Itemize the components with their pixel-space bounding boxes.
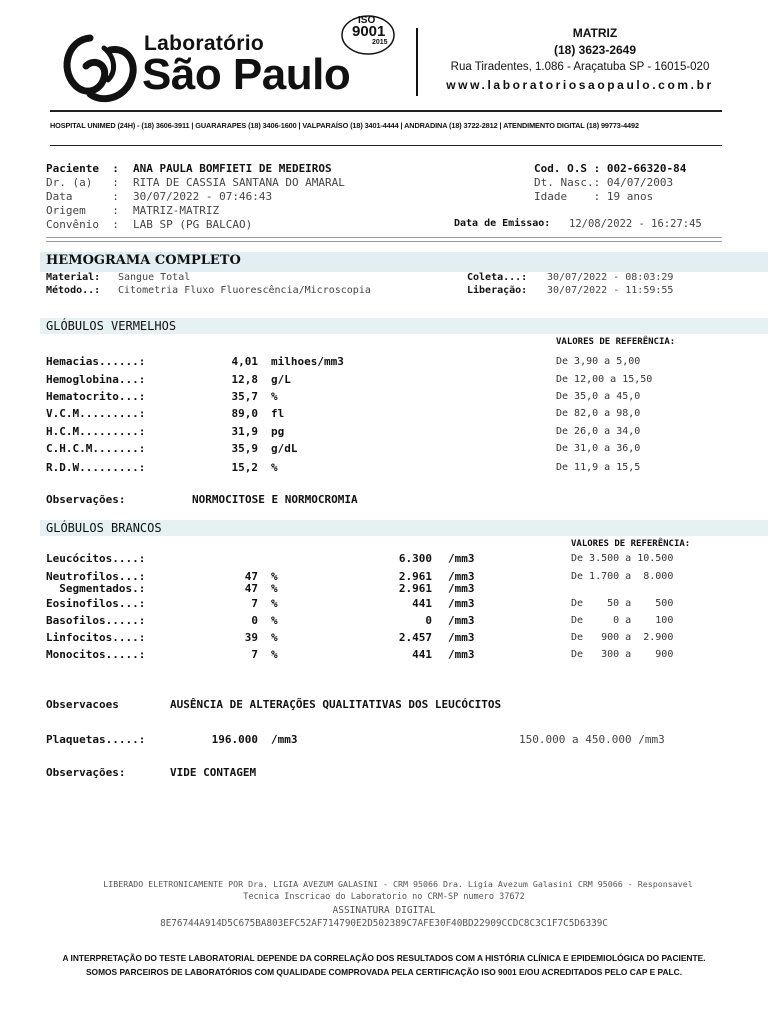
platelets-obs-label: Observações: — [46, 766, 126, 779]
matriz-phone: (18) 3623-2649 — [553, 43, 637, 57]
origin-label: Origem : — [46, 204, 119, 217]
white-ref-header: VALORES DE REFERÊNCIA: — [571, 539, 691, 549]
table-row — [0, 390, 768, 404]
units-bar: HOSPITAL UNIMED (24H) - (18) 3606-3911 | GUARARAPES (18) 3406-1600 | VALPARAÍSO (18) 3401-4444 | ANDRADINA (18) 3722-2812 | ATENDIMENTO DIGITAL (18) 99773-4492 — [50, 121, 639, 130]
table-row — [0, 373, 768, 387]
white-cells-title: GLÓBULOS BRANCOS — [46, 521, 162, 535]
analyte-name: Basofilos.....: — [46, 614, 146, 627]
logo-text-line2: São Paulo — [142, 50, 351, 99]
digital-signature-hash: 8E76744A914D5C675BA803EFC52AF714790E2D502389C7AFE30F40BD22909CCDC8C3C1F7C5D6339C — [160, 918, 608, 929]
release-label: Liberação: — [467, 285, 528, 296]
absolute-unit: /mm3 — [448, 631, 475, 644]
material-value: Sangue Total — [118, 272, 191, 283]
result-value: 35,9 — [231, 442, 258, 455]
table-row — [0, 614, 768, 628]
absolute-unit: /mm3 — [448, 552, 475, 565]
date-value: 30/07/2022 - 07:46:43 — [133, 190, 273, 203]
absolute-value: 2.961 — [398, 582, 432, 595]
result-value: 4,01 — [231, 355, 258, 368]
table-row — [0, 461, 768, 475]
analyte-name: R.D.W.........: — [46, 461, 146, 474]
header-divider-vertical — [416, 28, 418, 96]
reference-range: De 82,0 a 98,0 — [556, 408, 641, 419]
iso-seal — [340, 14, 396, 56]
absolute-value: 6.300 — [398, 552, 432, 565]
result-unit: % — [271, 461, 278, 474]
units-rule — [50, 145, 722, 146]
absolute-unit: /mm3 — [448, 597, 475, 610]
white-obs-label: Observacoes — [46, 698, 119, 711]
table-row — [0, 407, 768, 421]
result-value: 35,7 — [231, 390, 258, 403]
reference-range: De 900 a 2.900 — [571, 632, 674, 643]
absolute-unit: /mm3 — [448, 582, 475, 595]
reference-range: De 31,0 a 36,0 — [556, 443, 641, 454]
platelets-obs-value: VIDE CONTAGEM — [170, 766, 257, 779]
analyte-name: C.H.C.M.......: — [46, 442, 146, 455]
collection-value: 30/07/2022 - 08:03:29 — [547, 272, 674, 283]
iso-text: ISO — [358, 15, 376, 26]
red-cells-title: GLÓBULOS VERMELHOS — [46, 319, 177, 333]
reference-range: De 1.700 a 8.000 — [571, 571, 674, 582]
percent-value: 0 — [251, 614, 258, 627]
result-unit: g/dL — [271, 442, 298, 455]
percent-unit: % — [271, 597, 278, 610]
table-row — [0, 631, 768, 645]
insurance-label: Convênio : — [46, 218, 119, 231]
red-ref-header: VALORES DE REFERÊNCIA: — [556, 337, 676, 347]
material-label: Material: — [46, 272, 101, 283]
digital-signature-title: ASSINATURA DIGITAL — [332, 905, 436, 916]
analyte-name: Hematocrito...: — [46, 390, 146, 403]
disclaimer-line-2: SOMOS PARCEIROS DE LABORATÓRIOS COM QUALIDADE COMPROVADA PELA CERTIFICAÇÃO ISO 9001 E/OU ACREDITADOS PELO CAP E PALC. — [85, 967, 683, 977]
logo-text-line1: Laboratório — [144, 32, 264, 55]
absolute-unit: /mm3 — [448, 614, 475, 627]
absolute-value: 2.961 — [398, 570, 432, 583]
absolute-value: 441 — [412, 597, 432, 610]
reference-range: De 300 a 900 — [571, 649, 674, 660]
reference-range: De 12,00 a 15,50 — [556, 374, 653, 385]
website-link[interactable]: www.laboratoriosaopaulo.com.br — [446, 78, 714, 92]
platelets-reference: 150.000 a 450.000 /mm3 — [519, 733, 665, 746]
origin-value: MATRIZ-MATRIZ — [133, 204, 220, 217]
issue-date-label: Data de Emissao: — [454, 218, 551, 229]
absolute-value: 2.457 — [398, 631, 432, 644]
platelets-unit: /mm3 — [271, 733, 298, 746]
result-unit: pg — [271, 425, 285, 438]
iso-year: 2015 — [372, 39, 388, 46]
percent-unit: % — [271, 648, 278, 661]
table-row — [0, 552, 768, 566]
patient-name: ANA PAULA BOMFIETI DE MEDEIROS — [133, 162, 332, 175]
release-signature-line: LIBERADO ELETRONICAMENTE POR Dra. LIGIA AVEZUM GALASINI - CRM 95066 Dra. Ligia Avezum Galasini CRM 95066 - Responsavel — [103, 879, 693, 889]
reference-range: De 0 a 100 — [571, 615, 674, 626]
percent-value: 7 — [251, 648, 258, 661]
platelets-value: 196.000 — [211, 733, 258, 746]
method-label: Método..: — [46, 285, 101, 296]
analyte-name: Hemacias......: — [46, 355, 146, 368]
percent-unit: % — [271, 570, 278, 583]
analyte-name: Hemoglobina...: — [46, 373, 146, 386]
analyte-name: Linfocitos....: — [46, 631, 146, 644]
release-value: 30/07/2022 - 11:59:55 — [547, 285, 674, 296]
percent-unit: % — [271, 631, 278, 644]
absolute-value: 441 — [412, 648, 432, 661]
percent-value: 47 — [244, 570, 258, 583]
analyte-name: H.C.M.........: — [46, 425, 146, 438]
result-value: 89,0 — [231, 407, 258, 420]
red-obs-label: Observações: — [46, 493, 126, 506]
exam-title: HEMOGRAMA COMPLETO — [46, 253, 241, 268]
doctor-label: Dr. (a) : — [46, 176, 119, 189]
signature-block — [0, 879, 768, 929]
patient-age: Idade : 19 anos — [534, 190, 654, 203]
result-value: 12,8 — [231, 373, 258, 386]
analyte-name: Neutrofilos...: — [46, 570, 146, 583]
reference-range: De 11,9 a 15,5 — [556, 462, 641, 473]
crm-registration-line: Tecnica Inscricao do Laboratorio no CRM-SP numero 37672 — [243, 892, 525, 902]
doctor-name: RITA DE CASSIA SANTANA DO AMARAL — [133, 176, 345, 189]
table-row — [0, 442, 768, 456]
result-unit: g/L — [271, 373, 291, 386]
table-row — [0, 597, 768, 611]
absolute-value: 0 — [425, 614, 432, 627]
analyte-name: V.C.M.........: — [46, 407, 146, 420]
matriz-address: Rua Tiradentes, 1.086 - Araçatuba SP - 16015-020 — [450, 61, 710, 73]
disclaimer-block — [0, 953, 768, 977]
analyte-name: Monocitos.....: — [46, 648, 146, 661]
reference-range: De 35,0 a 45,0 — [556, 391, 641, 402]
table-row — [0, 355, 768, 369]
birth-date: Dt. Nasc.: 04/07/2003 — [534, 176, 674, 189]
result-value: 31,9 — [231, 425, 258, 438]
white-obs-value: AUSÊNCIA DE ALTERAÇÕES QUALITATIVAS DOS LEUCÓCITOS — [170, 698, 502, 711]
percent-unit: % — [271, 582, 278, 595]
info-rule-2 — [46, 241, 722, 242]
header-rule — [50, 110, 722, 112]
date-label: Data : — [46, 190, 119, 203]
percent-value: 7 — [251, 597, 258, 610]
table-row — [0, 648, 768, 662]
order-code: Cod. O.S : 002-66320-84 — [534, 162, 687, 175]
table-row — [0, 425, 768, 439]
result-value: 15,2 — [231, 461, 258, 474]
disclaimer-line-1: A INTERPRETAÇÃO DO TESTE LABORATORIAL DEPENDE DA CORRELAÇÃO DOS RESULTADOS COM A HISTÓRIA CLÍNICA E EPIDEMIOLÓGICA DO PACIENTE. — [62, 953, 706, 963]
result-unit: milhoes/mm3 — [271, 355, 344, 368]
table-row — [0, 582, 768, 596]
percent-value: 39 — [244, 631, 258, 644]
method-value: Citometria Fluxo Fluorescência/Microscopia — [118, 285, 371, 296]
matriz-block — [430, 26, 730, 98]
absolute-unit: /mm3 — [448, 570, 475, 583]
insurance-value: LAB SP (PG BALCAO) — [133, 218, 253, 231]
result-unit: % — [271, 390, 278, 403]
percent-unit: % — [271, 614, 278, 627]
reference-range: De 50 a 500 — [571, 598, 674, 609]
analyte-name: Segmentados.: — [46, 582, 146, 595]
reference-range: De 26,0 a 34,0 — [556, 426, 641, 437]
iso-number: 9001 — [352, 23, 386, 40]
analyte-name: Leucócitos....: — [46, 552, 146, 565]
platelets-label: Plaquetas.....: — [46, 733, 146, 746]
collection-label: Coleta...: — [467, 272, 528, 283]
result-unit: fl — [271, 407, 285, 420]
patient-label: Paciente : — [46, 162, 119, 175]
absolute-unit: /mm3 — [448, 648, 475, 661]
red-obs-value: NORMOCITOSE E NORMOCROMIA — [192, 493, 358, 506]
info-rule-1 — [46, 237, 722, 238]
reference-range: De 3,90 a 5,00 — [556, 356, 641, 367]
issue-date-value: 12/08/2022 - 16:27:45 — [569, 218, 702, 230]
logo-emblem-icon — [60, 28, 140, 112]
percent-value: 47 — [244, 582, 258, 595]
matriz-title: MATRIZ — [572, 26, 618, 40]
reference-range: De 3.500 a 10.500 — [571, 553, 674, 564]
analyte-name: Eosinofilos...: — [46, 597, 146, 610]
